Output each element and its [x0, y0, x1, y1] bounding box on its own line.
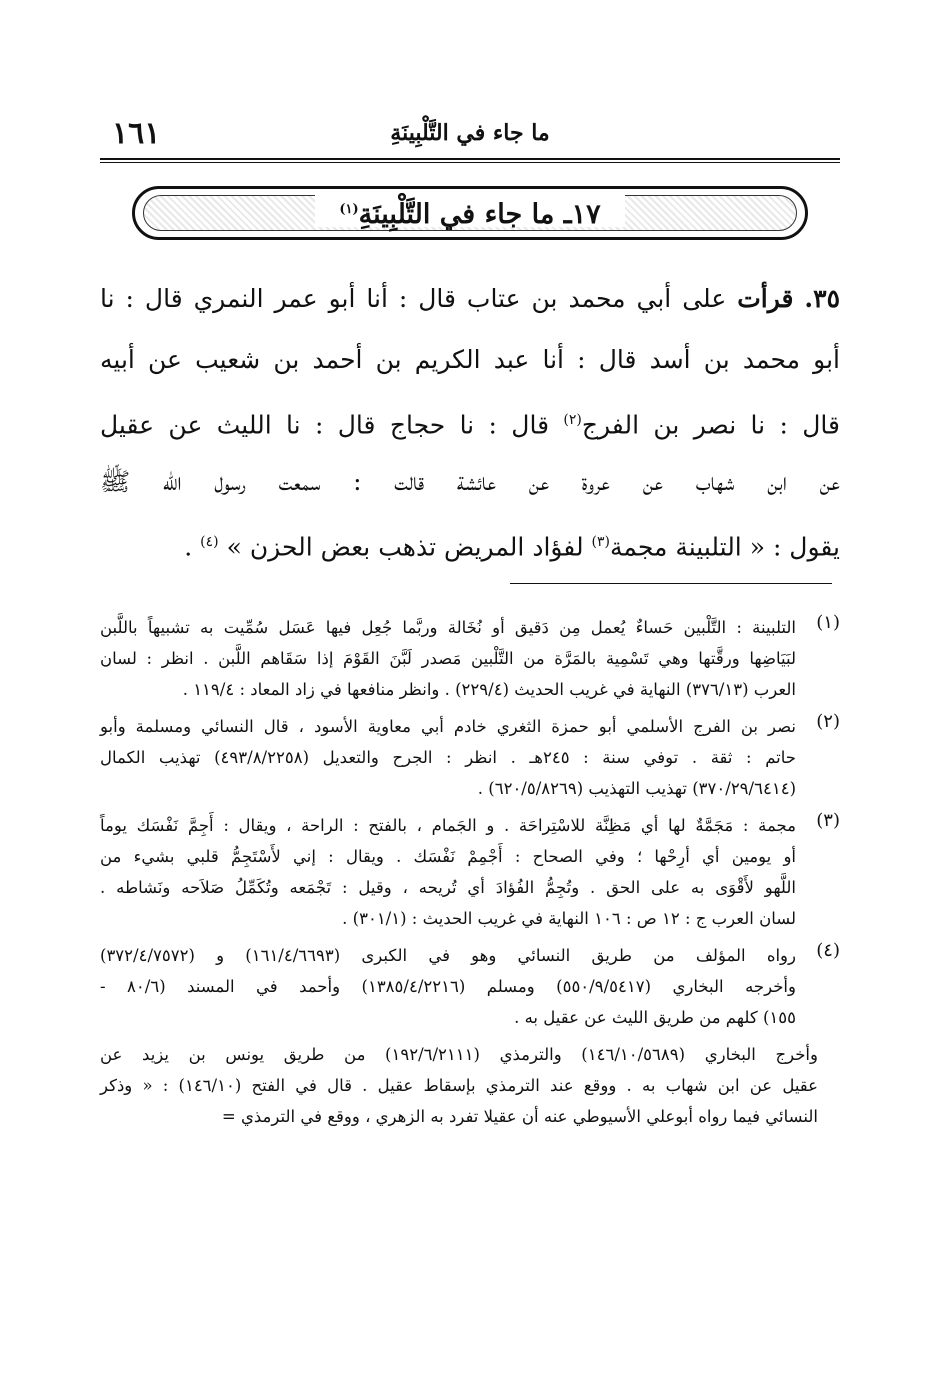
- footnote-line: حاتم : ثقة . توفي سنة : ٢٤٥هـ . انظر : الجرح والتعديل (٤٩٣/٨/٢٢٥٨) تهذيب الكمال: [100, 748, 797, 767]
- footnote-4: [100, 940, 840, 1033]
- footnote-line: التلبينة : التَّلْبين حَساءٌ يُعمل مِن دَقيق أو نُخَالة وربَّما جُعِل فيها عَسَل سُمِّيت به تشبيهاً باللَّبن: [100, 618, 796, 637]
- hadith-line-text: قال : نا نصر بن الفرج: [581, 410, 840, 440]
- header-title: ما جاء في التَّلْبِينَةِ: [390, 120, 550, 146]
- hadith-line-4: [100, 451, 840, 512]
- footnote-line: وأخرج البخاري (١٤٦/١٠/٥٦٨٩) والترمذي (١٩٢/٦/٢١١١) من طريق يونس بن يزيد عن: [100, 1045, 818, 1064]
- hadith-line-text: عن ابن شهاب عن عروة عن عائشة قالت : سمعت رسول الله ﷺ: [100, 467, 840, 496]
- hadith-line-text: لفؤاد المريض تذهب بعض الحزن »: [226, 532, 584, 562]
- footnote-line: لسان العرب ج : ١٢ ص : ١٠٦ النهاية في غريب الحديث : (٣٠١/١) .: [342, 909, 796, 928]
- chapter-footnote-ref: (١): [339, 202, 359, 217]
- footnote-number: (٣): [816, 810, 840, 831]
- footnote-line: وأخرجه البخاري (٥٥٠/٩/٥٤١٧) ومسلم (١٣٨٥/٤/٢٢١٦) وأحمد في المسند (٨٠/٦ -: [100, 977, 796, 996]
- running-header: [100, 112, 840, 164]
- hadith-line-text: على أبي محمد بن عتاب قال : أنا أبو عمر النمري قال : نا: [100, 284, 727, 313]
- footnote-number: (٢): [816, 711, 840, 732]
- header-rule-thin: [100, 162, 840, 163]
- hadith-line-3: [100, 390, 840, 451]
- footnote-line: رواه المؤلف من طريق النسائي وهو في الكبرى (١٦١/٤/٦٦٩٣) و (٣٧٢/٤/٧٥٧٢): [100, 946, 796, 965]
- hadith-line-5: [100, 512, 840, 573]
- footnote-1: [100, 612, 840, 705]
- page-number: ١٦١: [112, 116, 161, 151]
- hadith-number: ٣٥.: [804, 284, 840, 313]
- footnote-number: (٤): [816, 940, 840, 961]
- footnote-continuation: [100, 1039, 840, 1132]
- chapter-heading-frame: [132, 186, 808, 240]
- footnote-line: (٣٧٠/٢٩/٦٤١٤) تهذيب التهذيب (٦٢٠/٥/٨٢٦٩) .: [477, 779, 796, 798]
- footnote-ref-2: (٢): [563, 412, 582, 428]
- hadith-text: [100, 268, 840, 573]
- footnote-line: أو يومين أي أرِحْها ؛ وفي الصحاح : أَجْمِمْ نَفْسَك . ويقال : إني لأَسْتَجِمُّ قلبي بشيء من: [100, 847, 796, 866]
- footnote-2: [100, 711, 840, 804]
- footnotes: [100, 612, 840, 1138]
- hadith-end-mark: .: [184, 532, 193, 562]
- footnote-line: عقيل عن ابن شهاب به . ووقع عند الترمذي بإسقاط عقيل . قال في الفتح (١٤٦/١٠) : « وذكر: [100, 1076, 818, 1095]
- footnote-separator: [510, 583, 832, 584]
- hadith-line-1: [100, 268, 840, 329]
- hadith-line-text: أبو محمد بن أسد قال : أنا عبد الكريم بن أحمد بن شعيب عن أبيه: [100, 345, 840, 374]
- hadith-line-text: يقول : « التلبينة مجمة: [610, 532, 840, 562]
- chapter-title: [315, 193, 625, 230]
- footnote-line: نصر بن الفرج الأسلمي أبو حمزة الثغري خادم أبي معاوية الأسود ، قال النسائي ومسلمة وأبو: [100, 717, 796, 736]
- hadith-line-text: قال : نا حجاج قال : نا الليث عن عقيل: [100, 410, 550, 440]
- footnote-line: مجمة : مَجَمَّةٌ لها أي مَظِنَّة للاسْتِراحَة . و الجَمام ، بالفتح : الراحة ، ويقال : أَجِمَّ نَفْسَك يوماً: [100, 816, 796, 835]
- footnote-line: لبَيَاضِها ورقَّتها وهي تَسْمِية بالمَرَّة من التَّلْبين مَصدر لَبَّنَ القَوْمَ إذا سَقَاهم اللَّبن . انظر : لسان: [100, 649, 796, 668]
- footnote-ref-3: (٣): [591, 534, 610, 550]
- footnote-line: النسائي فيما رواه أبوعلي الأسيوطي عنه أن عقيلا تفرد به الزهري ، ووقع في الترمذي =: [221, 1107, 818, 1126]
- chapter-title-text: ١٧ـ ما جاء في التَّلْبِينَةِ: [358, 199, 601, 230]
- hadith-line-2: [100, 329, 840, 390]
- footnote-3: [100, 810, 840, 934]
- footnote-line: ١٥٥) كلهم من طريق الليث عن عقيل به .: [514, 1008, 796, 1027]
- footnote-ref-4: (٤): [200, 534, 219, 550]
- footnote-line: اللَّهو لأَقْوَى به على الحق . وتُجِمُّ الفُؤادَ أي تُريحه ، وقيل : تَجْمَعه وتُكَمِّلُ صَلاَحه ونَشاطه .: [100, 878, 797, 897]
- footnote-line: العرب (٣٧٦/١٣) النهاية في غريب الحديث (٢٢٩/٤) . وانظر منافعها في زاد المعاد : ١١٩/٤ .: [182, 680, 796, 699]
- footnote-number: (١): [816, 612, 840, 633]
- header-rule: [100, 158, 840, 160]
- hadith-opening: قرأت: [737, 284, 794, 313]
